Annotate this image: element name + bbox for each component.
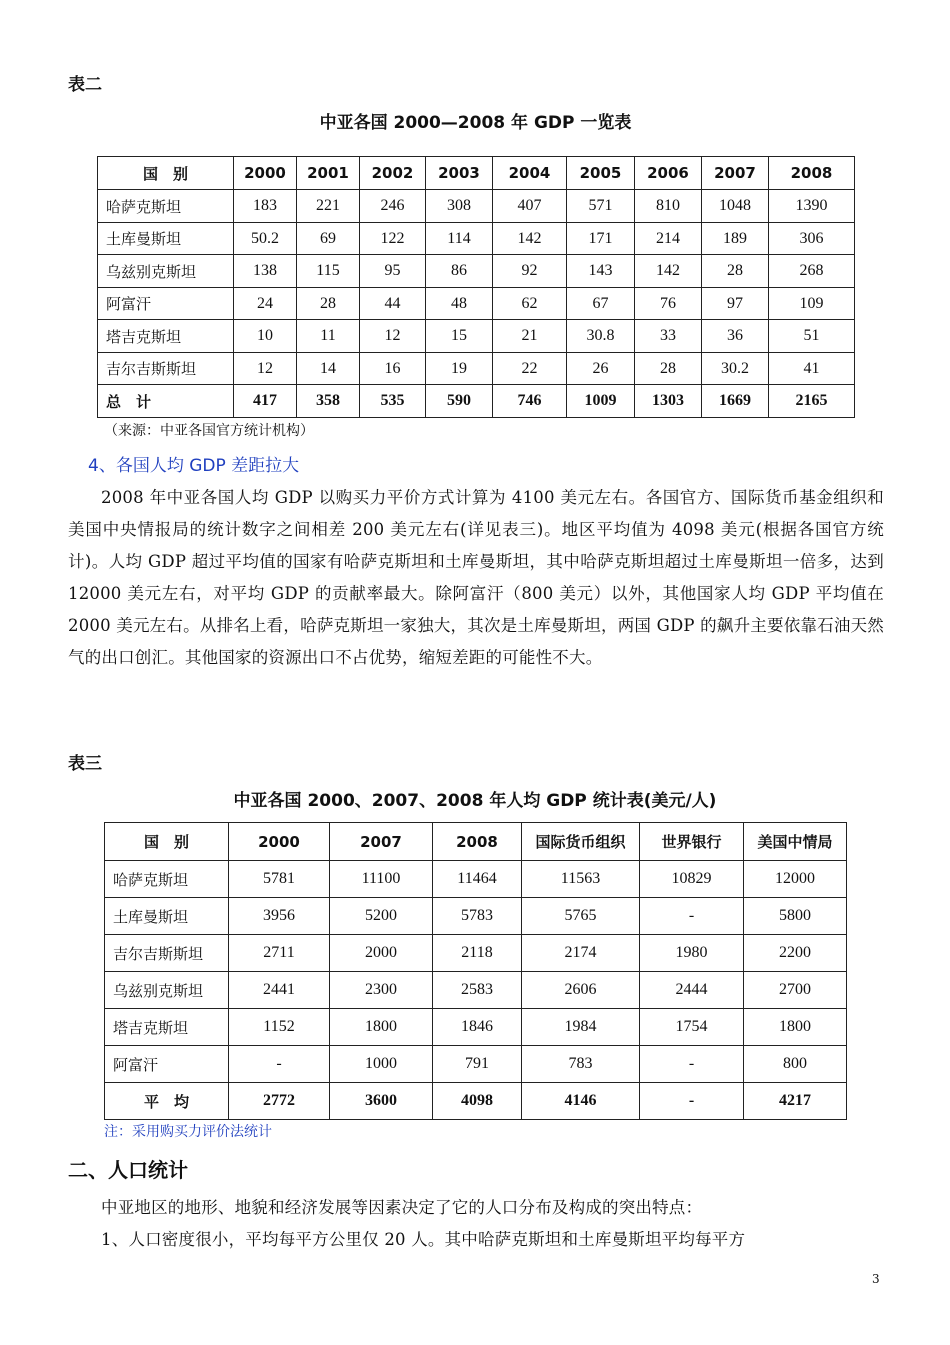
value-cell: 183 (234, 190, 297, 223)
page-number: 3 (872, 1272, 880, 1286)
header-cell: 2007 (330, 823, 433, 861)
section2-intro: 中亚地区的地形、地貌和经济发展等因素决定了它的人口分布及构成的突出特点： (101, 1198, 703, 1217)
country-cell: 哈萨克斯坦 (98, 190, 234, 223)
total-cell: 1669 (702, 385, 769, 418)
value-cell: 122 (360, 223, 426, 255)
header-cell: 2006 (635, 157, 702, 190)
table2-source: （来源：中亚各国官方统计机构） (104, 423, 314, 439)
value-cell: 268 (769, 255, 855, 288)
value-cell: 28 (702, 255, 769, 288)
value-cell: 62 (493, 288, 567, 320)
value-cell: 171 (567, 223, 635, 255)
table-row (98, 288, 855, 320)
total-cell: 2165 (769, 385, 855, 418)
table3-title: 中亚各国 2000、2007、2008 年人均 GDP 统计表(美元/人) (233, 791, 717, 811)
value-cell: 5200 (330, 898, 433, 935)
value-cell: 214 (635, 223, 702, 255)
value-cell: 28 (635, 353, 702, 385)
average-cell: 3600 (330, 1083, 433, 1120)
value-cell: 50.2 (234, 223, 297, 255)
value-cell: 10829 (640, 861, 744, 898)
section4-heading: 4、各国人均 GDP 差距拉大 (88, 456, 300, 476)
value-cell: 26 (567, 353, 635, 385)
table-row (98, 223, 855, 255)
value-cell: 67 (567, 288, 635, 320)
country-cell: 塔吉克斯坦 (98, 320, 234, 353)
section4-body (68, 482, 884, 674)
value-cell: 407 (493, 190, 567, 223)
value-cell: 2200 (744, 935, 847, 972)
average-cell: 4098 (433, 1083, 522, 1120)
value-cell: 142 (493, 223, 567, 255)
section4-paragraph: 2008 年中亚各国人均 GDP 以购买力平价方式计算为 4100 美元左右。各国官方、国际货币基金组织和美国中央情报局的统计数字之间相差 200 美元左右(详见表三)。地区平均值为 4098 美元(根据各国官方统计)。人均 GDP 超过平均值的国家有哈萨克斯坦和土库曼斯坦，其中哈萨克斯坦超过土库曼斯坦一倍多，达到 12000 美元左右，对平均 GDP 的贡献率最大。除阿富汗（800 美元）以外，其他国家人均 GDP 平均值在 2000 美元左右。从排名上看，哈萨克斯坦一家独大，其次是土库曼斯坦，两国 GDP 的飙升主要依靠石油天然气的出口创汇。其他国家的资源出口不占优势，缩短差距的可能性不大。 (68, 488, 884, 667)
value-cell: 24 (234, 288, 297, 320)
value-cell: - (640, 1046, 744, 1083)
average-label-cell: 平 均 (105, 1083, 229, 1120)
total-label-cell: 总 计 (98, 385, 234, 418)
value-cell: 86 (426, 255, 493, 288)
value-cell: 41 (769, 353, 855, 385)
table-row (105, 972, 847, 1009)
value-cell: 3956 (229, 898, 330, 935)
value-cell: 138 (234, 255, 297, 288)
value-cell: 109 (769, 288, 855, 320)
value-cell: 30.2 (702, 353, 769, 385)
average-cell: 4146 (522, 1083, 640, 1120)
header-cell: 2000 (234, 157, 297, 190)
value-cell: 92 (493, 255, 567, 288)
header-cell: 国 别 (105, 823, 229, 861)
country-cell: 吉尔吉斯斯坦 (98, 353, 234, 385)
header-cell: 世界银行 (640, 823, 744, 861)
value-cell: 5765 (522, 898, 640, 935)
value-cell: 2118 (433, 935, 522, 972)
value-cell: 791 (433, 1046, 522, 1083)
header-cell: 国际货币组织 (522, 823, 640, 861)
table-header-row (105, 823, 847, 861)
country-cell: 土库曼斯坦 (105, 898, 229, 935)
header-cell: 2008 (433, 823, 522, 861)
table-header-row (98, 157, 855, 190)
average-cell: 2772 (229, 1083, 330, 1120)
value-cell: 2444 (640, 972, 744, 1009)
country-cell: 乌兹别克斯坦 (98, 255, 234, 288)
value-cell: 97 (702, 288, 769, 320)
value-cell: 12 (234, 353, 297, 385)
value-cell: 1390 (769, 190, 855, 223)
section2-point1: 1、人口密度很小，平均每平方公里仅 20 人。其中哈萨克斯坦和土库曼斯坦平均每平方 (101, 1230, 746, 1249)
value-cell: 15 (426, 320, 493, 353)
value-cell: 1980 (640, 935, 744, 972)
value-cell: 114 (426, 223, 493, 255)
value-cell: - (640, 898, 744, 935)
value-cell: 1754 (640, 1009, 744, 1046)
table-row (105, 935, 847, 972)
gdp-table (97, 156, 855, 418)
value-cell: 571 (567, 190, 635, 223)
value-cell: 11100 (330, 861, 433, 898)
table-row (105, 1009, 847, 1046)
total-cell: 590 (426, 385, 493, 418)
header-cell: 2005 (567, 157, 635, 190)
value-cell: 19 (426, 353, 493, 385)
total-row (98, 385, 855, 418)
table2-label: 表二 (68, 75, 102, 95)
header-cell: 2008 (769, 157, 855, 190)
value-cell: 306 (769, 223, 855, 255)
value-cell: 1048 (702, 190, 769, 223)
value-cell: 33 (635, 320, 702, 353)
value-cell: 51 (769, 320, 855, 353)
value-cell: 2300 (330, 972, 433, 1009)
header-cell: 2003 (426, 157, 493, 190)
value-cell: - (229, 1046, 330, 1083)
country-cell: 塔吉克斯坦 (105, 1009, 229, 1046)
value-cell: 36 (702, 320, 769, 353)
table3-label: 表三 (68, 754, 102, 774)
country-cell: 乌兹别克斯坦 (105, 972, 229, 1009)
value-cell: 28 (297, 288, 360, 320)
average-cell: - (640, 1083, 744, 1120)
value-cell: 189 (702, 223, 769, 255)
value-cell: 1000 (330, 1046, 433, 1083)
table-row (98, 255, 855, 288)
total-cell: 358 (297, 385, 360, 418)
value-cell: 1800 (744, 1009, 847, 1046)
value-cell: 5800 (744, 898, 847, 935)
country-cell: 阿富汗 (98, 288, 234, 320)
average-row (105, 1083, 847, 1120)
value-cell: 11464 (433, 861, 522, 898)
value-cell: 76 (635, 288, 702, 320)
country-cell: 吉尔吉斯斯坦 (105, 935, 229, 972)
value-cell: 2700 (744, 972, 847, 1009)
value-cell: 2000 (330, 935, 433, 972)
section2-body (68, 1192, 884, 1256)
country-cell: 阿富汗 (105, 1046, 229, 1083)
header-cell: 2000 (229, 823, 330, 861)
value-cell: 221 (297, 190, 360, 223)
value-cell: 115 (297, 255, 360, 288)
table-row (98, 320, 855, 353)
section2-heading: 二、人口统计 (68, 1158, 188, 1182)
value-cell: 308 (426, 190, 493, 223)
table-row (105, 898, 847, 935)
table2-title: 中亚各国 2000—2008 年 GDP 一览表 (319, 113, 632, 133)
header-cell: 2004 (493, 157, 567, 190)
value-cell: 14 (297, 353, 360, 385)
average-cell: 4217 (744, 1083, 847, 1120)
value-cell: 1846 (433, 1009, 522, 1046)
value-cell: 2583 (433, 972, 522, 1009)
value-cell: 2711 (229, 935, 330, 972)
table3-note: 注：采用购买力评价法统计 (104, 1124, 272, 1140)
value-cell: 2441 (229, 972, 330, 1009)
value-cell: 783 (522, 1046, 640, 1083)
value-cell: 1984 (522, 1009, 640, 1046)
value-cell: 10 (234, 320, 297, 353)
value-cell: 95 (360, 255, 426, 288)
value-cell: 1152 (229, 1009, 330, 1046)
value-cell: 2174 (522, 935, 640, 972)
value-cell: 5783 (433, 898, 522, 935)
value-cell: 5781 (229, 861, 330, 898)
value-cell: 11 (297, 320, 360, 353)
header-cell: 2002 (360, 157, 426, 190)
value-cell: 44 (360, 288, 426, 320)
table-row (105, 1046, 847, 1083)
value-cell: 800 (744, 1046, 847, 1083)
country-cell: 哈萨克斯坦 (105, 861, 229, 898)
table-row (105, 861, 847, 898)
table-row (98, 190, 855, 223)
per-capita-gdp-table (104, 822, 847, 1120)
value-cell: 16 (360, 353, 426, 385)
value-cell: 1800 (330, 1009, 433, 1046)
header-cell: 2007 (702, 157, 769, 190)
value-cell: 246 (360, 190, 426, 223)
total-cell: 746 (493, 385, 567, 418)
value-cell: 22 (493, 353, 567, 385)
header-cell: 美国中情局 (744, 823, 847, 861)
total-cell: 417 (234, 385, 297, 418)
value-cell: 810 (635, 190, 702, 223)
value-cell: 12000 (744, 861, 847, 898)
total-cell: 1303 (635, 385, 702, 418)
header-cell: 国 别 (98, 157, 234, 190)
value-cell: 2606 (522, 972, 640, 1009)
value-cell: 143 (567, 255, 635, 288)
total-cell: 535 (360, 385, 426, 418)
value-cell: 30.8 (567, 320, 635, 353)
value-cell: 142 (635, 255, 702, 288)
value-cell: 48 (426, 288, 493, 320)
value-cell: 11563 (522, 861, 640, 898)
country-cell: 土库曼斯坦 (98, 223, 234, 255)
total-cell: 1009 (567, 385, 635, 418)
table-row (98, 353, 855, 385)
value-cell: 12 (360, 320, 426, 353)
value-cell: 21 (493, 320, 567, 353)
header-cell: 2001 (297, 157, 360, 190)
value-cell: 69 (297, 223, 360, 255)
